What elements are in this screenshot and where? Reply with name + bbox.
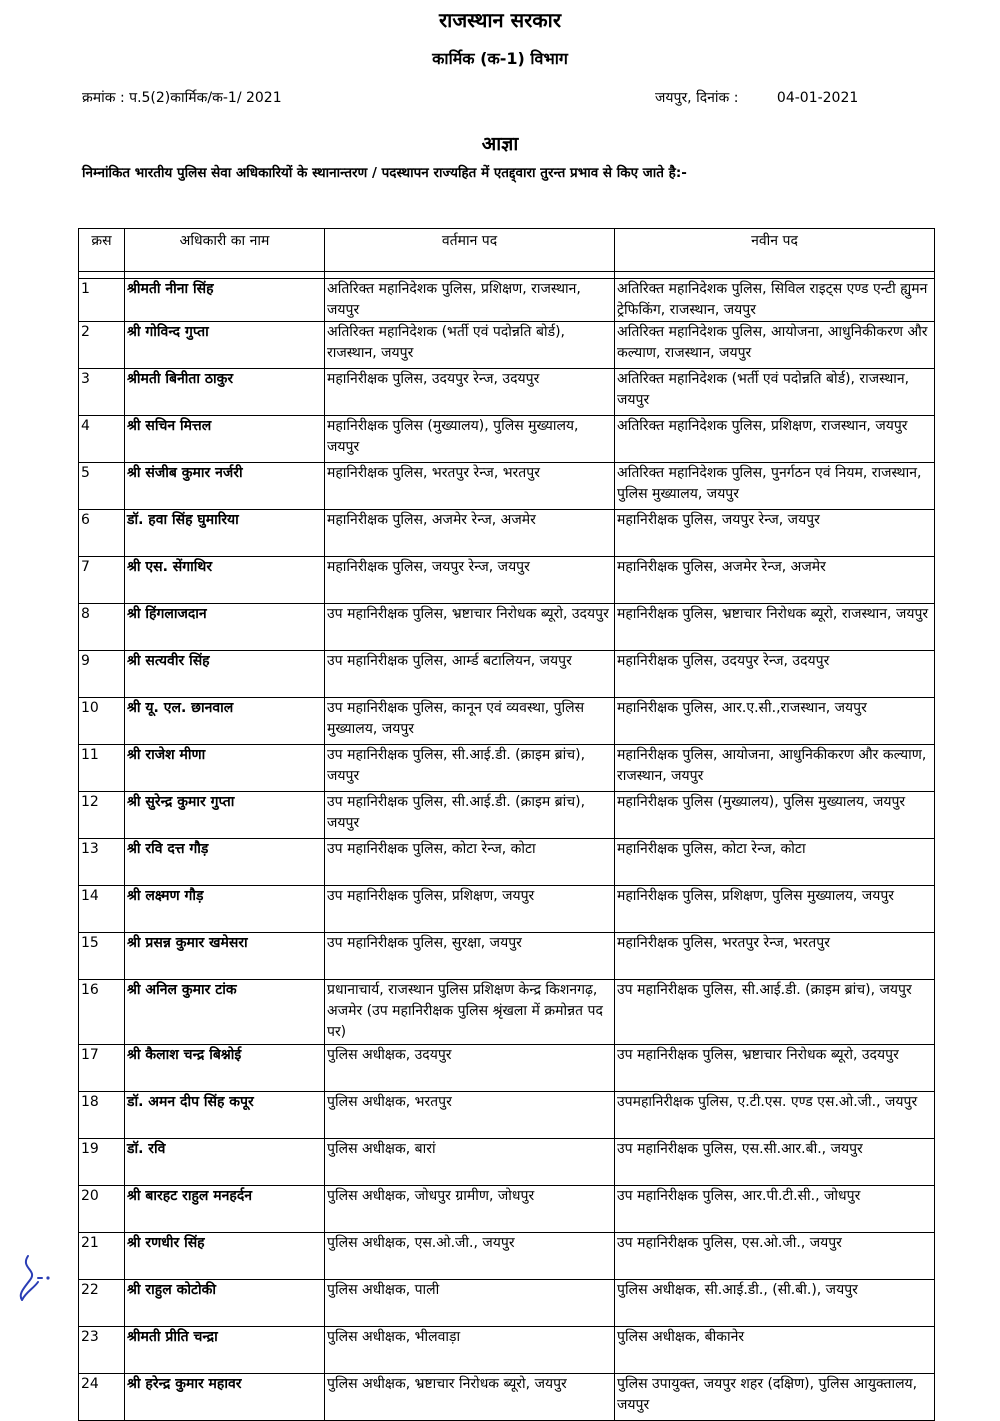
officer-name-cell: श्री संजीब कुमार नर्जरी bbox=[125, 463, 325, 510]
current-post-cell: प्रधानाचार्य, राजस्थान पुलिस प्रशिक्षण केन्द्र किशनगढ़, अजमेर (उप महानिरीक्षक पुलिस श्रृंखला में क्रमोन्नत पद पर) bbox=[325, 980, 615, 1045]
officer-name-cell: श्री यू. एल. छानवाल bbox=[125, 698, 325, 745]
table-row bbox=[79, 933, 935, 980]
current-post-cell: पुलिस अधीक्षक, जोधपुर ग्रामीण, जोधपुर bbox=[325, 1186, 615, 1233]
officer-name-cell: श्री अनिल कुमार टांक bbox=[125, 980, 325, 1045]
officer-name-cell: श्री लक्ष्मण गौड़ bbox=[125, 886, 325, 933]
new-post-cell: महानिरीक्षक पुलिस (मुख्यालय), पुलिस मुख्यालय, जयपुर bbox=[615, 792, 935, 839]
officer-name-cell: श्रीमती प्रीति चन्द्रा bbox=[125, 1327, 325, 1374]
transfer-table bbox=[78, 228, 935, 1421]
intro-paragraph: निम्नांकित भारतीय पुलिस सेवा अधिकारियों के स्थानान्तरण / पदस्थापन राज्यहित में एतद्द्वारा तुरन्त प्रभाव से किए जाते है:- bbox=[82, 165, 687, 181]
table-row bbox=[79, 651, 935, 698]
officer-name-cell: श्रीमती बिनीता ठाकुर bbox=[125, 369, 325, 416]
officer-name-cell: श्री बारहट राहुल मनहर्दन bbox=[125, 1186, 325, 1233]
serial-cell: 1 bbox=[79, 279, 125, 322]
serial-cell: 14 bbox=[79, 886, 125, 933]
officer-name-cell: श्री प्रसन्न कुमार खमेसरा bbox=[125, 933, 325, 980]
new-post-cell: महानिरीक्षक पुलिस, जयपुर रेन्ज, जयपुर bbox=[615, 510, 935, 557]
table-row bbox=[79, 1280, 935, 1327]
new-post-cell: महानिरीक्षक पुलिस, कोटा रेन्ज, कोटा bbox=[615, 839, 935, 886]
new-post-cell: महानिरीक्षक पुलिस, प्रशिक्षण, पुलिस मुख्यालय, जयपुर bbox=[615, 886, 935, 933]
order-date: 04-01-2021 bbox=[776, 90, 859, 106]
new-post-cell: उप महानिरीक्षक पुलिस, आर.पी.टी.सी., जोधपुर bbox=[615, 1186, 935, 1233]
header-officer-name: अधिकारी का नाम bbox=[125, 229, 325, 272]
new-post-cell: अतिरिक्त महानिदेशक (भर्ती एवं पदोन्नति बोर्ड), राजस्थान, जयपुर bbox=[615, 369, 935, 416]
table-spacer-row bbox=[79, 272, 935, 279]
officer-name-cell: श्री एस. सेंगाथिर bbox=[125, 557, 325, 604]
table-row bbox=[79, 416, 935, 463]
new-post-cell: महानिरीक्षक पुलिस, अजमेर रेन्ज, अजमेर bbox=[615, 557, 935, 604]
officer-name-cell: डॉ. अमन दीप सिंह कपूर bbox=[125, 1092, 325, 1139]
table-row bbox=[79, 1139, 935, 1186]
current-post-cell: महानिरीक्षक पुलिस, भरतपुर रेन्ज, भरतपुर bbox=[325, 463, 615, 510]
officer-name-cell: श्री हरेन्द्र कुमार महावर bbox=[125, 1374, 325, 1421]
order-title: आज्ञा bbox=[481, 133, 519, 155]
officer-name-cell: श्री रणधीर सिंह bbox=[125, 1233, 325, 1280]
new-post-cell: पुलिस उपायुक्त, जयपुर शहर (दक्षिण), पुलिस आयुक्तालय, जयपुर bbox=[615, 1374, 935, 1421]
new-post-cell: अतिरिक्त महानिदेशक पुलिस, आयोजना, आधुनिकीकरण और कल्याण, राजस्थान, जयपुर bbox=[615, 322, 935, 369]
serial-cell: 13 bbox=[79, 839, 125, 886]
header-new-post: नवीन पद bbox=[615, 229, 935, 272]
serial-cell: 3 bbox=[79, 369, 125, 416]
serial-cell: 5 bbox=[79, 463, 125, 510]
current-post-cell: पुलिस अधीक्षक, भ्रष्टाचार निरोधक ब्यूरो, जयपुर bbox=[325, 1374, 615, 1421]
table-row bbox=[79, 1374, 935, 1421]
officer-name-cell: श्री रवि दत्त गौड़ bbox=[125, 839, 325, 886]
header-serial: क्रस bbox=[79, 229, 125, 272]
current-post-cell: उप महानिरीक्षक पुलिस, कोटा रेन्ज, कोटा bbox=[325, 839, 615, 886]
new-post-cell: महानिरीक्षक पुलिस, उदयपुर रेन्ज, उदयपुर bbox=[615, 651, 935, 698]
new-post-cell: महानिरीक्षक पुलिस, भरतपुर रेन्ज, भरतपुर bbox=[615, 933, 935, 980]
officer-name-cell: श्री राजेश मीणा bbox=[125, 745, 325, 792]
new-post-cell: अतिरिक्त महानिदेशक पुलिस, पुनर्गठन एवं नियम, राजस्थान, पुलिस मुख्यालय, जयपुर bbox=[615, 463, 935, 510]
serial-cell: 18 bbox=[79, 1092, 125, 1139]
new-post-cell: पुलिस अधीक्षक, बीकानेर bbox=[615, 1327, 935, 1374]
table-header-row bbox=[79, 229, 935, 272]
table-row bbox=[79, 557, 935, 604]
officer-name-cell: श्री सुरेन्द्र कुमार गुप्ता bbox=[125, 792, 325, 839]
current-post-cell: अतिरिक्त महानिदेशक पुलिस, प्रशिक्षण, राजस्थान, जयपुर bbox=[325, 279, 615, 322]
new-post-cell: उप महानिरीक्षक पुलिस, सी.आई.डी. (क्राइम ब्रांच), जयपुर bbox=[615, 980, 935, 1045]
initials-signature-icon bbox=[8, 1248, 58, 1308]
new-post-cell: महानिरीक्षक पुलिस, आर.ए.सी.,राजस्थान, जयपुर bbox=[615, 698, 935, 745]
new-post-cell: पुलिस अधीक्षक, सी.आई.डी., (सी.बी.), जयपुर bbox=[615, 1280, 935, 1327]
current-post-cell: महानिरीक्षक पुलिस, अजमेर रेन्ज, अजमेर bbox=[325, 510, 615, 557]
new-post-cell: महानिरीक्षक पुलिस, भ्रष्टाचार निरोधक ब्यूरो, राजस्थान, जयपुर bbox=[615, 604, 935, 651]
table-row bbox=[79, 745, 935, 792]
table-body bbox=[79, 272, 935, 1421]
current-post-cell: महानिरीक्षक पुलिस, जयपुर रेन्ज, जयपुर bbox=[325, 557, 615, 604]
header-current-post: वर्तमान पद bbox=[325, 229, 615, 272]
government-heading: राजस्थान सरकार bbox=[438, 8, 562, 32]
officer-name-cell: डॉ. रवि bbox=[125, 1139, 325, 1186]
table-row bbox=[79, 604, 935, 651]
current-post-cell: पुलिस अधीक्षक, भीलवाड़ा bbox=[325, 1327, 615, 1374]
new-post-cell: उप महानिरीक्षक पुलिस, एस.सी.आर.बी., जयपुर bbox=[615, 1139, 935, 1186]
current-post-cell: उप महानिरीक्षक पुलिस, प्रशिक्षण, जयपुर bbox=[325, 886, 615, 933]
serial-cell: 11 bbox=[79, 745, 125, 792]
current-post-cell: पुलिस अधीक्षक, बारां bbox=[325, 1139, 615, 1186]
table-row bbox=[79, 792, 935, 839]
serial-cell: 7 bbox=[79, 557, 125, 604]
serial-cell: 2 bbox=[79, 322, 125, 369]
current-post-cell: उप महानिरीक्षक पुलिस, सुरक्षा, जयपुर bbox=[325, 933, 615, 980]
serial-cell: 24 bbox=[79, 1374, 125, 1421]
department-heading: कार्मिक (क-1) विभाग bbox=[432, 49, 568, 68]
table-row bbox=[79, 886, 935, 933]
new-post-cell: अतिरिक्त महानिदेशक पुलिस, सिविल राइट्स एण्ड एन्टी ह्युमन ट्रेफिकिंग, राजस्थान, जयपुर bbox=[615, 279, 935, 322]
current-post-cell: उप महानिरीक्षक पुलिस, आर्म्ड बटालियन, जयपुर bbox=[325, 651, 615, 698]
serial-cell: 16 bbox=[79, 980, 125, 1045]
reference-line bbox=[82, 88, 282, 107]
current-post-cell: पुलिस अधीक्षक, भरतपुर bbox=[325, 1092, 615, 1139]
new-post-cell: उप महानिरीक्षक पुलिस, भ्रष्टाचार निरोधक ब्यूरो, उदयपुर bbox=[615, 1045, 935, 1092]
new-post-cell: उपमहानिरीक्षक पुलिस, ए.टी.एस. एण्ड एस.ओ.जी., जयपुर bbox=[615, 1092, 935, 1139]
table-row bbox=[79, 980, 935, 1045]
table-row bbox=[79, 1045, 935, 1092]
serial-cell: 22 bbox=[79, 1280, 125, 1327]
new-post-cell: अतिरिक्त महानिदेशक पुलिस, प्रशिक्षण, राजस्थान, जयपुर bbox=[615, 416, 935, 463]
serial-cell: 20 bbox=[79, 1186, 125, 1233]
table-row bbox=[79, 369, 935, 416]
new-post-cell: महानिरीक्षक पुलिस, आयोजना, आधुनिकीकरण और कल्याण, राजस्थान, जयपुर bbox=[615, 745, 935, 792]
serial-cell: 12 bbox=[79, 792, 125, 839]
officer-name-cell: डॉ. हवा सिंह घुमारिया bbox=[125, 510, 325, 557]
table-row bbox=[79, 839, 935, 886]
place-date-label: जयपुर, दिनांक : bbox=[655, 90, 739, 106]
current-post-cell: पुलिस अधीक्षक, उदयपुर bbox=[325, 1045, 615, 1092]
serial-cell: 23 bbox=[79, 1327, 125, 1374]
place-date-line bbox=[655, 88, 858, 107]
serial-cell: 4 bbox=[79, 416, 125, 463]
serial-cell: 17 bbox=[79, 1045, 125, 1092]
reference-number: प.5(2)कार्मिक/क-1/ 2021 bbox=[129, 90, 282, 106]
officer-name-cell: श्री राहुल कोटोकी bbox=[125, 1280, 325, 1327]
table-row bbox=[79, 698, 935, 745]
officer-name-cell: श्रीमती नीना सिंह bbox=[125, 279, 325, 322]
table-row bbox=[79, 1186, 935, 1233]
new-post-cell: उप महानिरीक्षक पुलिस, एस.ओ.जी., जयपुर bbox=[615, 1233, 935, 1280]
table-row bbox=[79, 1327, 935, 1374]
current-post-cell: उप महानिरीक्षक पुलिस, सी.आई.डी. (क्राइम ब्रांच), जयपुर bbox=[325, 792, 615, 839]
current-post-cell: उप महानिरीक्षक पुलिस, सी.आई.डी. (क्राइम ब्रांच), जयपुर bbox=[325, 745, 615, 792]
current-post-cell: उप महानिरीक्षक पुलिस, भ्रष्टाचार निरोधक ब्यूरो, उदयपुर bbox=[325, 604, 615, 651]
table-row bbox=[79, 1092, 935, 1139]
table-row bbox=[79, 510, 935, 557]
table-row bbox=[79, 463, 935, 510]
officer-name-cell: श्री गोविन्द गुप्ता bbox=[125, 322, 325, 369]
reference-label: क्रमांक : bbox=[82, 90, 125, 106]
current-post-cell: पुलिस अधीक्षक, पाली bbox=[325, 1280, 615, 1327]
serial-cell: 10 bbox=[79, 698, 125, 745]
serial-cell: 15 bbox=[79, 933, 125, 980]
serial-cell: 19 bbox=[79, 1139, 125, 1186]
table-row bbox=[79, 1233, 935, 1280]
officer-name-cell: श्री हिंगलाजदान bbox=[125, 604, 325, 651]
current-post-cell: महानिरीक्षक पुलिस, उदयपुर रेन्ज, उदयपुर bbox=[325, 369, 615, 416]
table-row bbox=[79, 322, 935, 369]
current-post-cell: उप महानिरीक्षक पुलिस, कानून एवं व्यवस्था, पुलिस मुख्यालय, जयपुर bbox=[325, 698, 615, 745]
table-row bbox=[79, 279, 935, 322]
current-post-cell: पुलिस अधीक्षक, एस.ओ.जी., जयपुर bbox=[325, 1233, 615, 1280]
serial-cell: 9 bbox=[79, 651, 125, 698]
serial-cell: 21 bbox=[79, 1233, 125, 1280]
officer-name-cell: श्री सत्यवीर सिंह bbox=[125, 651, 325, 698]
officer-name-cell: श्री सचिन मित्तल bbox=[125, 416, 325, 463]
current-post-cell: महानिरीक्षक पुलिस (मुख्यालय), पुलिस मुख्यालय, जयपुर bbox=[325, 416, 615, 463]
serial-cell: 8 bbox=[79, 604, 125, 651]
current-post-cell: अतिरिक्त महानिदेशक (भर्ती एवं पदोन्नति बोर्ड), राजस्थान, जयपुर bbox=[325, 322, 615, 369]
serial-cell: 6 bbox=[79, 510, 125, 557]
officer-name-cell: श्री कैलाश चन्द्र बिश्नोई bbox=[125, 1045, 325, 1092]
